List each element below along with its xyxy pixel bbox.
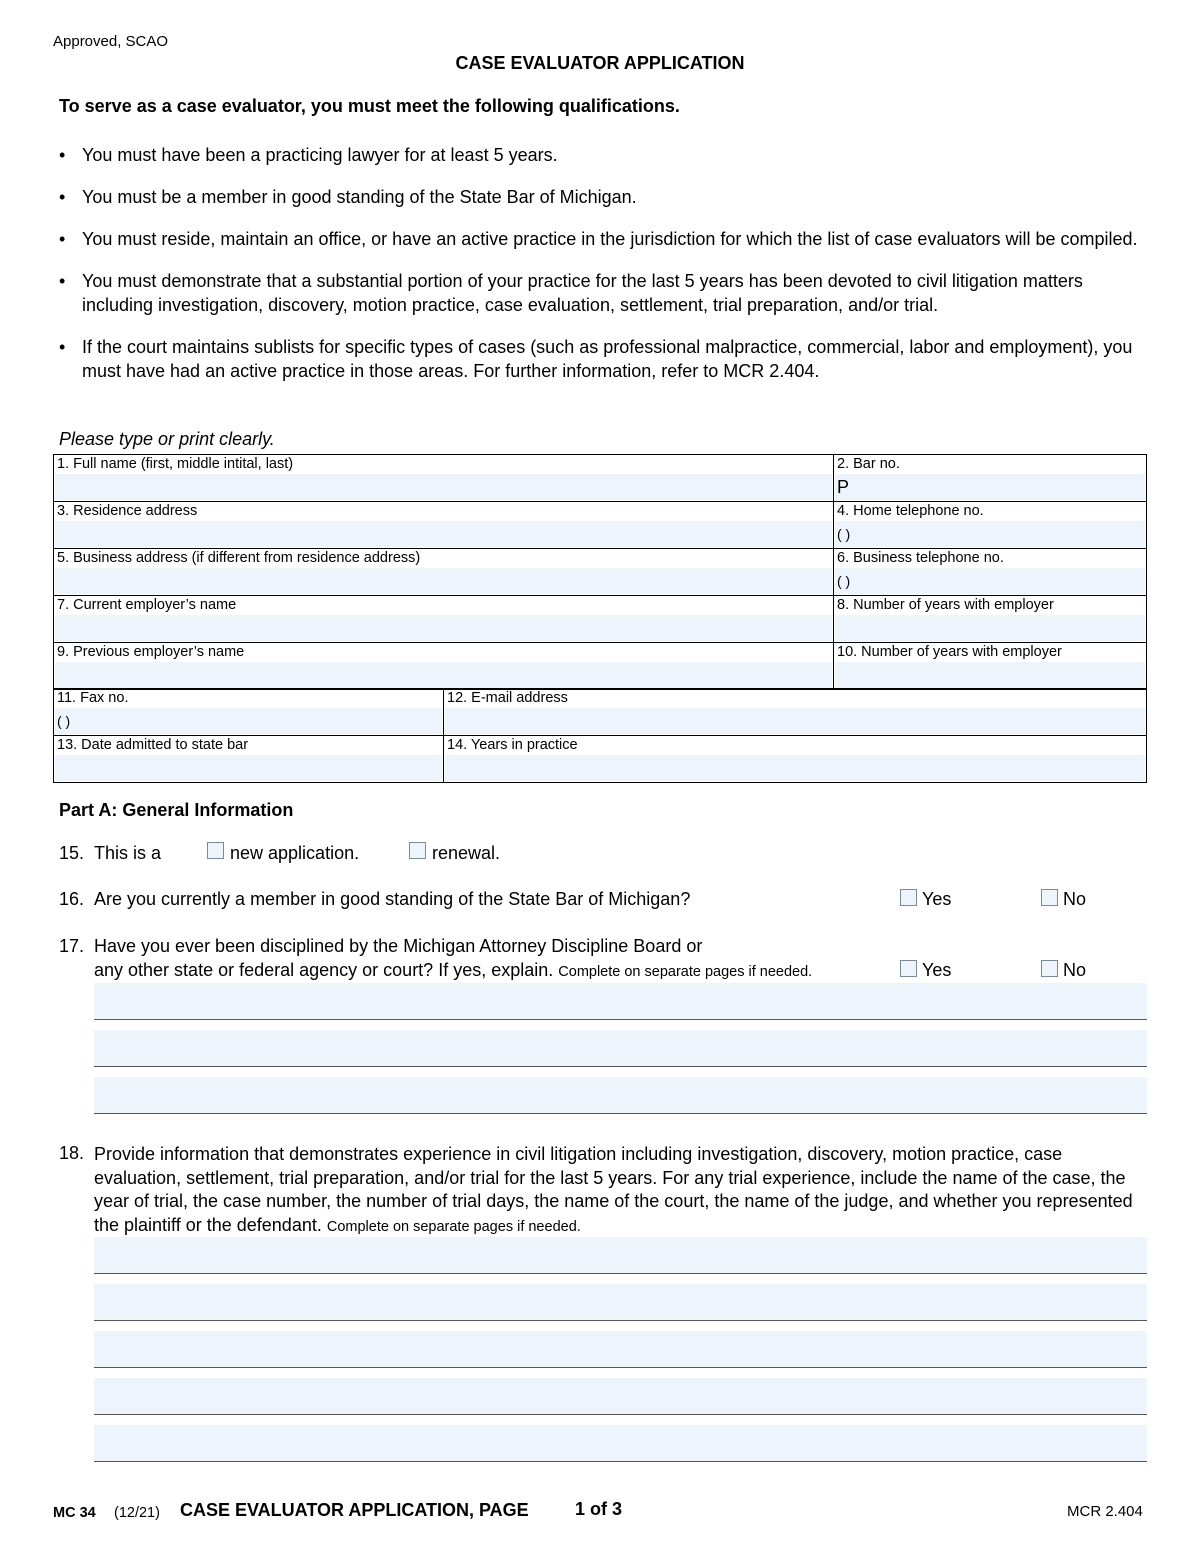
bar-number-input[interactable]: P — [835, 474, 1145, 500]
checkbox-label: No — [1063, 889, 1087, 909]
years-previous-employer-field — [833, 642, 1147, 690]
field-label: 11. Fax no. — [57, 690, 129, 706]
print-instruction: Please type or print clearly. — [59, 429, 275, 449]
home-telephone-field — [833, 501, 1147, 549]
field-label: 10. Number of years with employer — [837, 644, 1062, 660]
checkbox-label: new application. — [230, 843, 360, 863]
date-admitted-input[interactable] — [55, 755, 442, 781]
renewal-checkbox[interactable] — [409, 842, 426, 859]
checkbox-label: Yes — [922, 960, 952, 980]
years-in-practice-input[interactable] — [445, 755, 1145, 781]
business-address-input[interactable] — [55, 568, 832, 594]
checkbox-label: No — [1063, 960, 1087, 980]
form-revision-date: (12/21) — [114, 1505, 160, 1521]
field-label: 7. Current employer’s name — [57, 597, 237, 613]
form-title: CASE EVALUATOR APPLICATION — [455, 53, 745, 73]
field-label: 14. Years in practice — [447, 737, 578, 753]
residence-address-input[interactable] — [55, 521, 832, 547]
good-standing-no-checkbox[interactable] — [1041, 889, 1058, 906]
checkbox-label: Yes — [922, 889, 952, 909]
years-current-employer-input[interactable] — [835, 615, 1145, 641]
part-a-heading: Part A: General Information — [59, 800, 294, 820]
good-standing-yes-checkbox[interactable] — [900, 889, 917, 906]
question-text-body: Provide information that demonstrates experience in civil litigation including investigation, discovery, motion practice, case evaluation, settlement, trial preparation, and/or trial for the last 5 years. For any trial experience, include the name of the case, the year of trial, the case number, the number of trial days, the name of the court, the name of the judge, and whether you represented the plaintiff or the defendant. — [94, 1144, 1133, 1235]
field-label: 5. Business address (if different from residence address) — [57, 550, 421, 566]
checkbox-label: renewal. — [432, 843, 501, 863]
fax-field — [53, 688, 444, 736]
field-label: 6. Business telephone no. — [837, 550, 1004, 566]
experience-line[interactable] — [94, 1237, 1147, 1274]
email-input[interactable] — [445, 708, 1145, 734]
qualification-item: • You must reside, maintain an office, or have an active practice in the jurisdiction for which the list of case evaluators will be compiled. — [59, 227, 1154, 251]
disciplined-no-checkbox[interactable] — [1041, 960, 1058, 977]
approval-note: Approved, SCAO — [53, 33, 169, 50]
page-number: 1 of 3 — [575, 1499, 623, 1519]
question-note: Complete on separate pages if needed. — [558, 964, 813, 980]
current-employer-field — [53, 595, 834, 643]
question-number: 15. — [59, 843, 85, 863]
field-label: 3. Residence address — [57, 503, 198, 519]
current-employer-input[interactable] — [55, 615, 832, 641]
fax-input[interactable]: ( ) — [55, 708, 442, 734]
explanation-line[interactable] — [94, 1077, 1147, 1114]
question-text-line2: any other state or federal agency or court? If yes, explain. — [94, 960, 554, 980]
question-text: Have you ever been disciplined by the Michigan Attorney Discipline Board or — [94, 936, 703, 956]
question-number: 16. — [59, 889, 85, 909]
qualifications-heading: To serve as a case evaluator, you must meet the following qualifications. — [59, 96, 680, 116]
field-label: 12. E-mail address — [447, 690, 568, 706]
bar-number-field — [833, 454, 1147, 502]
qualification-item: • You must have been a practicing lawyer for at least 5 years. — [59, 143, 1154, 167]
experience-line[interactable] — [94, 1331, 1147, 1368]
footer-title: CASE EVALUATOR APPLICATION, PAGE — [180, 1500, 529, 1520]
qualification-item: • You must demonstrate that a substantial portion of your practice for the last 5 years has been devoted to civil litigation matters including investigation, discovery, motion practice, case evaluation, settlement, trial preparation, and/or trial. — [59, 269, 1154, 317]
qualification-item: • If the court maintains sublists for specific types of cases (such as professional malpractice, commercial, labor and employment), you must have had an active practice in those areas. For further information, refer to MCR 2.404. — [59, 335, 1154, 383]
experience-line[interactable] — [94, 1284, 1147, 1321]
question-text — [94, 1143, 1152, 1239]
field-label: 9. Previous employer’s name — [57, 644, 245, 660]
experience-line[interactable] — [94, 1378, 1147, 1415]
qualifications-list — [59, 143, 1154, 401]
business-telephone-field — [833, 548, 1147, 596]
question-text: Are you currently a member in good standing of the State Bar of Michigan? — [94, 889, 691, 909]
explanation-line[interactable] — [94, 1030, 1147, 1067]
explanation-line[interactable] — [94, 983, 1147, 1020]
previous-employer-field — [53, 642, 834, 690]
experience-line[interactable] — [94, 1425, 1147, 1462]
business-telephone-input[interactable]: ( ) — [835, 568, 1145, 594]
disciplined-yes-checkbox[interactable] — [900, 960, 917, 977]
date-admitted-field — [53, 735, 444, 783]
residence-address-field — [53, 501, 834, 549]
business-address-field — [53, 548, 834, 596]
form-number: MC 34 — [53, 1505, 96, 1521]
full-name-field — [53, 454, 834, 502]
question-text — [94, 960, 812, 981]
question-note: Complete on separate pages if needed. — [326, 1218, 581, 1235]
question-number: 18. — [59, 1143, 85, 1163]
field-label: 2. Bar no. — [837, 456, 900, 472]
years-current-employer-field — [833, 595, 1147, 643]
full-name-input[interactable] — [55, 474, 832, 500]
field-label: 4. Home telephone no. — [837, 503, 984, 519]
field-label: 13. Date admitted to state bar — [57, 737, 249, 753]
qualification-item: • You must be a member in good standing of the State Bar of Michigan. — [59, 185, 1154, 209]
home-telephone-input[interactable]: ( ) — [835, 521, 1145, 547]
previous-employer-input[interactable] — [55, 662, 832, 688]
years-previous-employer-input[interactable] — [835, 662, 1145, 688]
years-in-practice-field — [443, 735, 1147, 783]
court-rule-reference: MCR 2.404 — [1067, 1503, 1143, 1520]
new-application-checkbox[interactable] — [207, 842, 224, 859]
field-label: 1. Full name (first, middle intital, last) — [57, 456, 294, 472]
field-label: 8. Number of years with employer — [837, 597, 1054, 613]
question-number: 17. — [59, 936, 85, 956]
question-text: This is a — [94, 843, 162, 863]
email-field — [443, 688, 1147, 736]
